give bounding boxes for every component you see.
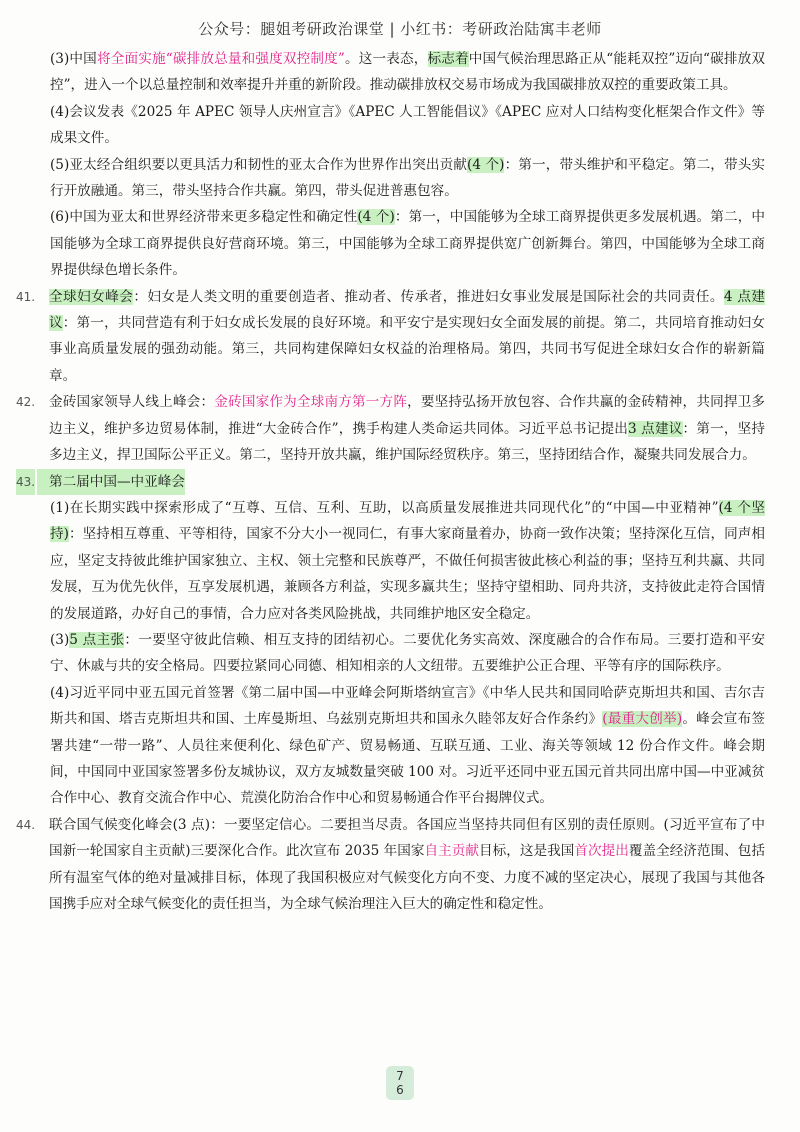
paragraph-43-1 <box>50 495 765 627</box>
highlight-policy: 自主贡献 <box>424 843 479 860</box>
text: (5)亚太经合组织要以更具活力和韧性的亚太合作为世界作出突出贡献 <box>50 156 468 173</box>
text: 。峰会宣布签署共建“一带一路”、人员往来便利化、绿色矿产、贸易畅通、互联互通、工业、海关等领域 12 份合作文件。峰会期间，中国同中亚国家签署多份友城协议，双方友城数量突破 100 对。习近平还同中亚五国元首共同出席中国—中亚减贫合作中心、教育交流合作中心、荒漠化防治合作中心和贸易畅通合作平台揭牌仪式。 <box>50 711 766 807</box>
text: ：第一，共同营造有利于妇女成长发展的良好环境。和平安宁是实现妇女全面发展的前提。第二，共同培育推动妇女事业高质量发展的强劲动能。第三，共同构建保障妇女权益的治理格局。第四，共同书写促进全球妇女合作的崭新篇章。 <box>49 315 766 384</box>
highlight-count: 5 点主张 <box>69 631 125 648</box>
highlight-count: (4 个坚持) <box>50 499 765 543</box>
text: 。这一表态， <box>344 51 428 67</box>
text: (6)中国为亚太和世界经济带来更多稳定性和确定性 <box>50 209 358 226</box>
highlight-count: 4 点建议 <box>49 288 765 332</box>
highlight-policy: 首次提出 <box>574 843 629 860</box>
paragraph-43-4 <box>50 680 765 812</box>
item-title: 第二届中国—中亚峰会 <box>37 469 185 495</box>
text: 目标，这是我国 <box>479 843 575 860</box>
page-number-bottom: 6 <box>396 1083 404 1097</box>
text: (3) <box>50 631 70 648</box>
item-42 <box>16 389 765 468</box>
paragraph-intro-3 <box>50 46 765 99</box>
text: ：第一，带头维护和平稳定。第二，带头实行开放融通。第三，带头坚持合作共赢。第四，带头促进普惠包容。 <box>50 156 766 200</box>
page-number-badge <box>386 1066 414 1100</box>
text: 中国气候治理思路正从“能耗双控”迈向“碳排放双控”，进入一个以总量控制和效率提升并重的新阶段。推动碳排放权交易市场成为我国碳排放双控的重要政策工具。 <box>50 51 766 94</box>
item-number: 44. <box>16 817 36 832</box>
paragraph-intro-6 <box>50 204 765 283</box>
text: ，要坚持弘扬开放包容、合作共赢的金砖精神，共同捍卫多边主义，维护多边贸易体制，推进“大金砖合作”，携手构建人类命运共同体。习近平总书记提出 <box>49 394 766 437</box>
text: ：妇女是人类文明的重要创造者、推动者、传承者，推进妇女事业发展是国际社会的共同责任。 <box>133 288 724 305</box>
highlight-count: (4 个) <box>467 156 505 173</box>
paragraph-intro-5 <box>50 152 765 205</box>
item-number: 42. <box>16 395 36 410</box>
page-number-top: 7 <box>396 1069 404 1083</box>
highlight-policy: 金砖国家作为全球南方第一方阵 <box>214 394 408 411</box>
highlight-innovation: (最重大创举) <box>602 711 683 728</box>
text: ：第一，坚持多边主义，捍卫国际公平正义。第二，坚持开放共赢，维护国际经贸秩序。第三，坚持团结合作，凝聚共同发展合力。 <box>49 420 765 464</box>
text: 覆盖全经济范围、包括所有温室气体的绝对量减排目标，体现了我国积极应对气候变化方向不变、力度不减的坚定决心，展现了我国与其他各国携手应对全球气候变化的责任担当，为全球气候治理注入巨大的确定性和稳定性。 <box>49 843 766 912</box>
paragraph-intro-4: (4)会议发表《2025 年 APEC 领导人庆州宣言》《APEC 人工智能倡议》《APEC 应对人口结构变化框架合作文件》等成果文件。 <box>50 103 765 147</box>
text: ：第一，中国能够为全球工商界提供更多发展机遇。第二，中国能够为全球工商界提供良好营商环境。第三，中国能够为全球工商界提供宽广创新舞台。第四，中国能够为全球工商界提供绿色增长条件。 <box>50 209 766 279</box>
item-41 <box>16 284 765 390</box>
highlight-mark: 标志着 <box>427 51 469 67</box>
highlight-policy: 将全面实施“碳排放总量和强度双控制度” <box>96 51 345 67</box>
page-header: 公众号：腿姐考研政治课堂 | 小红书：考研政治陆寓丰老师 <box>198 20 602 38</box>
text: (4)习近平同中亚五国元首签署《第二届中国—中亚峰会阿斯塔纳宣言》《中华人民共和国同哈萨克斯坦共和国、吉尔吉斯共和国、塔吉克斯坦共和国、土库曼斯坦、乌兹别克斯坦共和国永久睦邻友好合作条约》 <box>50 684 765 728</box>
item-number: 43. <box>16 469 35 495</box>
text: (3)中国 <box>50 51 97 67</box>
text: (1)在长期实践中探索形成了“互尊、互信、互利、互助，以高质量发展推进共同现代化”的“中国—中亚精神” <box>50 499 719 516</box>
item-title: 全球妇女峰会 <box>49 288 134 305</box>
highlight-count: 3 点建议 <box>628 420 683 437</box>
document-body <box>16 46 766 917</box>
text: 联合国气候变化峰会(3 点)：一要坚定信心。二要担当尽责。各国应当坚持共同但有区别的责任原则。(习近平宣布了中国新一轮国家自主贡献)三要深化合作。此次宣布 2035 年国家 <box>49 816 765 860</box>
item-43 <box>16 469 765 495</box>
item-title: 金砖国家领导人线上峰会： <box>49 394 215 411</box>
paragraph-43-3 <box>50 627 765 680</box>
text: ：一要坚守彼此信赖、相互支持的团结初心。二要优化务实高效、深度融合的合作布局。三要打造和平安宁、休戚与共的安全格局。四要拉紧同心同德、相知相亲的人文纽带。五要维护公正合理、平等有序的国际秩序。 <box>50 631 765 675</box>
highlight-count: (4 个) <box>357 209 395 226</box>
text: ：坚持相互尊重、平等相待，国家不分大小一视同仁，有事大家商量着办，协商一致作决策；坚持深化互信，同声相应，坚定支持彼此维护国家独立、主权、领土完整和民族尊严，不做任何损害彼此核心利益的事；坚持互利共赢、共同发展，互为优先伙伴，互享发展机遇，兼顾各方利益，实现多赢共生；坚持守望相助、同舟共济，支持彼此走符合国情的发展道路，办好自己的事情，合力应对各类风险挑战，共同维护地区安全稳定。 <box>50 526 765 622</box>
item-44 <box>16 812 765 918</box>
item-number: 41. <box>16 289 36 304</box>
